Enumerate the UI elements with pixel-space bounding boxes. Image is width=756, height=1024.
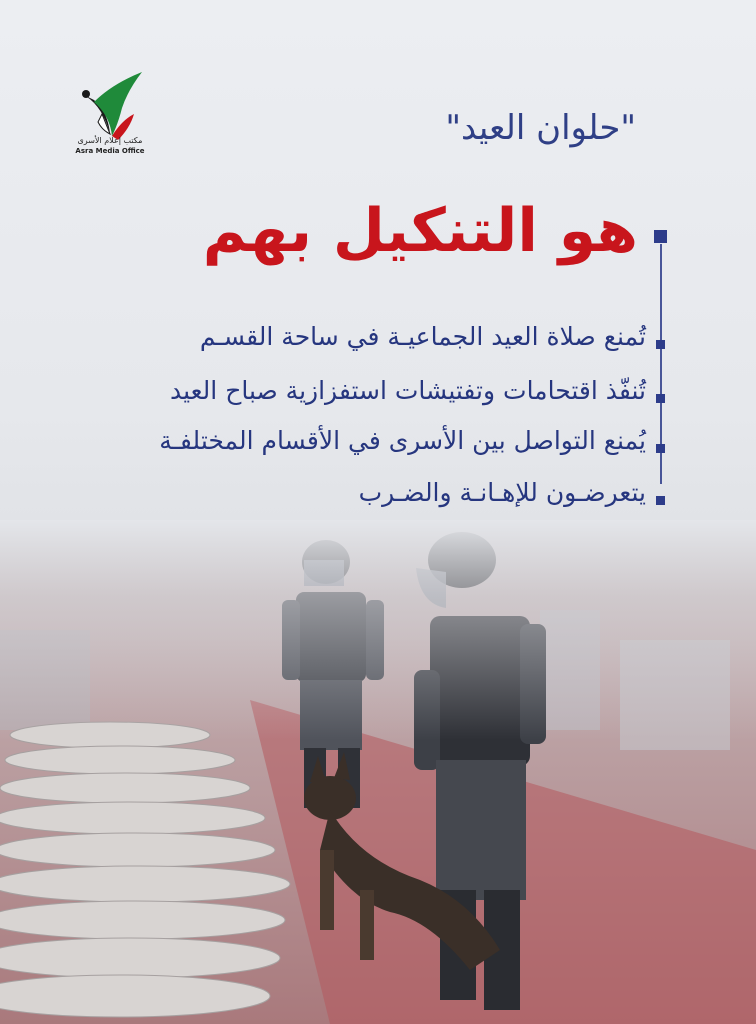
list-item: تُمنع صلاة العيد الجماعيـة في ساحة القسـم: [199, 322, 646, 351]
bullet-marker: [656, 394, 665, 403]
headline-bullet-marker: [654, 230, 667, 243]
list-item: يُمنع التواصل بين الأسرى في الأقسام المختلفـة: [159, 426, 646, 455]
bullet-marker: [656, 496, 665, 505]
logo-arabic-name: مكتب إعلام الأسرى: [77, 136, 143, 145]
list-item: يتعرضـون للإهـانـة والضـرب: [358, 478, 646, 507]
bird-logo-icon: [72, 64, 152, 160]
bullet-marker: [656, 340, 665, 349]
prison-photo: [0, 520, 756, 1024]
headline: هو التنكيل بهم: [202, 196, 638, 266]
bullet-marker: [656, 444, 665, 453]
logo-english-name: Asra Media Office: [75, 147, 145, 155]
list-item: تُنفّذ اقتحامات وتفتيشات استفزازية صباح العيد: [169, 376, 646, 405]
subtitle: "حلوان العيد": [445, 108, 636, 148]
